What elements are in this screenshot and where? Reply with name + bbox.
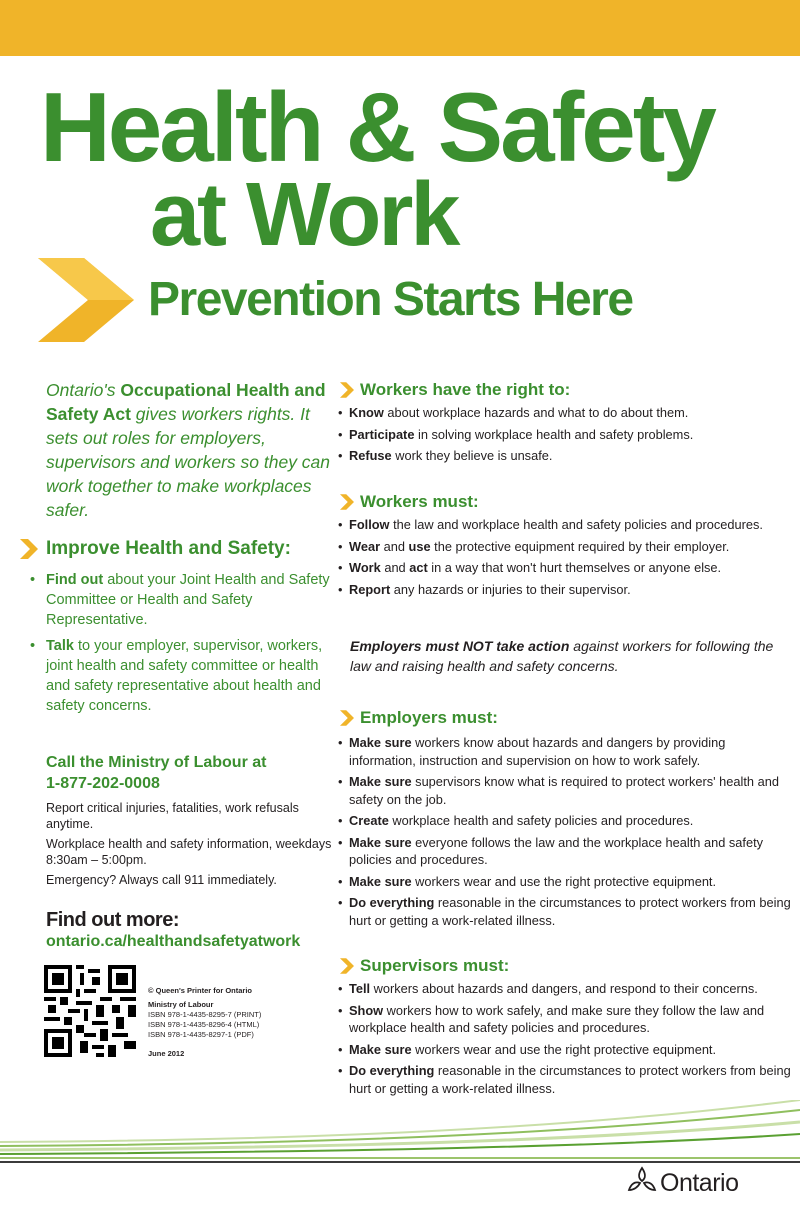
phone-number[interactable]: 1-877-202-0008 [46,775,160,792]
supervisors-heading: Supervisors must: [340,956,509,976]
list-item: • Show workers how to work safely, and make sure they follow the law and workplace health and safety policies and procedures. [338,1002,793,1037]
chevron-right-icon [340,710,354,726]
qr-code-icon[interactable] [44,965,136,1057]
call-note: Emergency? Always call 911 immediately. [46,873,277,887]
trillium-icon [626,1166,658,1196]
employers-list [338,734,793,933]
list-item: • Do everything reasonable in the circumstances to protect workers from being hurt or getting a work-related illness. [338,894,793,929]
call-note: Workplace health and safety information, weekdays 8:30am – 5:00pm. [46,837,332,867]
call-ministry: Call the Ministry of Labour at 1-877-202-0008 [46,752,336,794]
rights-heading: Workers have the right to: [340,380,570,400]
publish-date: June 2012 [148,1049,185,1058]
intro-paragraph: Ontario's Occupational Health and Safety Act gives workers rights. It sets out roles for employers, supervisors and workers so they can work together to make workplaces safer. [46,380,331,520]
list-item: • Refuse work they believe is unsafe. [338,447,793,465]
list-item: • Know about workplace hazards and what to do about them. [338,404,793,422]
chevron-right-icon [38,258,134,342]
list-item: • Work and act in a way that won't hurt themselves or anyone else. [338,559,793,577]
chevron-right-icon [340,382,354,398]
page-title-line1: Health & Safety [40,72,714,182]
list-item: • Follow the law and workplace health and safety policies and procedures. [338,516,793,534]
ontario-logo [626,1166,738,1196]
improve-heading: Improve Health and Safety: [20,538,291,560]
improve-list [30,636,330,716]
website-link[interactable]: ontario.ca/healthandsafetyatwork [46,933,301,950]
workers-heading: Workers must: [340,492,479,512]
colophon: Ministry of Labour ISBN 978-1-4435-8295-7 (PRINT) ISBN 978-1-4435-8296-4 (HTML) ISBN 978-1-4435-8297-1 (PDF) [148,1000,262,1039]
employer-notice: Employers must NOT take action against workers for following the law and raising health and safety concerns. [350,638,774,674]
list-item: • Do everything reasonable in the circumstances to protect workers from being hurt or getting a work-related illness. [338,1062,793,1097]
ontario-wordmark: Ontario [660,1169,739,1197]
page-title-line2: at Work [150,165,458,265]
list-item: • Wear and use the protective equipment required by their employer. [338,538,793,556]
list-item: • Make sure workers know about hazards and dangers by providing information, instruction and supervision on how to work safely. [338,734,793,769]
list-item: • Create workplace health and safety policies and procedures. [338,812,793,830]
call-note: Report critical injuries, fatalities, work refusals anytime. [46,801,299,831]
list-item: • Participate in solving workplace health and safety problems. [338,426,793,444]
top-color-bar [0,0,800,56]
employers-heading: Employers must: [340,708,498,728]
list-item: • Find out about your Joint Health and Safety Committee or Health and Safety Representative. [30,570,330,630]
supervisors-list [338,980,793,1101]
list-item: • Make sure supervisors know what is required to protect workers' health and safety on the job. [338,773,793,808]
rights-list [338,404,793,469]
find-out-more: Find out more: [46,909,179,931]
chevron-right-icon [340,958,354,974]
page-subtitle: Prevention Starts Here [148,273,633,326]
list-item: • Tell workers about hazards and dangers, and respond to their concerns. [338,980,793,998]
improve-list [30,570,330,630]
workers-list [338,516,793,602]
list-item: • Make sure workers wear and use the right protective equipment. [338,873,793,891]
chevron-right-icon [340,494,354,510]
copyright: © Queen's Printer for Ontario [148,986,252,995]
list-item: • Talk to your employer, supervisor, workers, joint health and safety committee or health and safety representative about health and safety concerns. [30,636,330,716]
chevron-right-icon [20,539,38,559]
list-item: • Report any hazards or injuries to their supervisor. [338,581,793,599]
list-item: • Make sure everyone follows the law and the workplace health and safety policies and procedures. [338,834,793,869]
list-item: • Make sure workers wear and use the right protective equipment. [338,1041,793,1059]
